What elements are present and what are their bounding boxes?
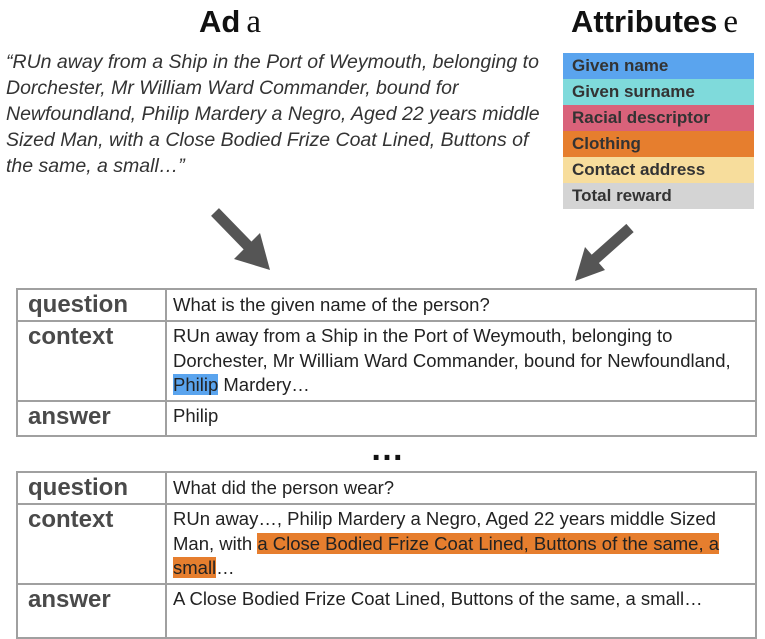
question-row [17,289,756,321]
ad-heading-text: Ad [199,4,241,39]
attributes-arrow [575,228,630,281]
attribute-racial-descriptor: Racial descriptor [563,105,754,131]
attribute-total-reward: Total reward [563,183,754,209]
answer-span-highlight: a Close Bodied Frize Coat Lined, Buttons of the same, a small [173,532,720,578]
attributes-heading-text: Attributes [571,4,718,39]
question-label: question [17,289,166,321]
qa-example-1 [16,288,757,437]
attribute-clothing: Clothing [563,131,754,157]
context-label: context [17,321,166,401]
question-row [17,472,756,504]
question-text: What did the person wear? [166,472,756,504]
answer-text: Philip [166,401,756,436]
context-text-after: … [216,557,235,578]
context-text-before: RUn away…, Philip Mardery a Negro, Aged 22 years middle Sized Man, with [173,508,716,554]
attribute-given-surname: Given surname [563,79,754,105]
context-row [17,504,756,584]
context-text [166,504,756,584]
question-label: question [17,472,166,504]
answer-label: answer [17,584,166,638]
ad-quote: “RUn away from a Ship in the Port of Weymouth, belonging to Dorchester, Mr William Ward Commander, bound for Newfoundland, Philip Mardery a Negro, Aged 22 years middle Sized Man, with a Close Bodied Frize Coat Lined, Buttons of the same, a small…” [6,51,540,177]
attribute-contact-address: Contact address [563,157,754,183]
qa-example-2 [16,471,757,639]
answer-span-highlight: Philip [173,374,219,395]
context-text-before: RUn away from a Ship in the Port of Weymouth, belonging to Dorchester, Mr William Ward Commander, bound for Newfoundland, [173,325,731,371]
answer-label: answer [17,401,166,436]
context-label: context [17,504,166,584]
context-text-after: Mardery… [218,374,310,395]
context-text [166,321,756,401]
question-text: What is the given name of the person? [166,289,756,321]
attribute-given-name: Given name [563,53,754,79]
answer-text: A Close Bodied Frize Coat Lined, Buttons of the same, a small… [166,584,756,638]
context-row [17,321,756,401]
ellipsis-separator: … [370,430,405,468]
ad-arrow [215,212,270,270]
answer-row [17,584,756,638]
ad-variable: a [246,4,261,40]
attributes-variable: e [723,4,739,40]
